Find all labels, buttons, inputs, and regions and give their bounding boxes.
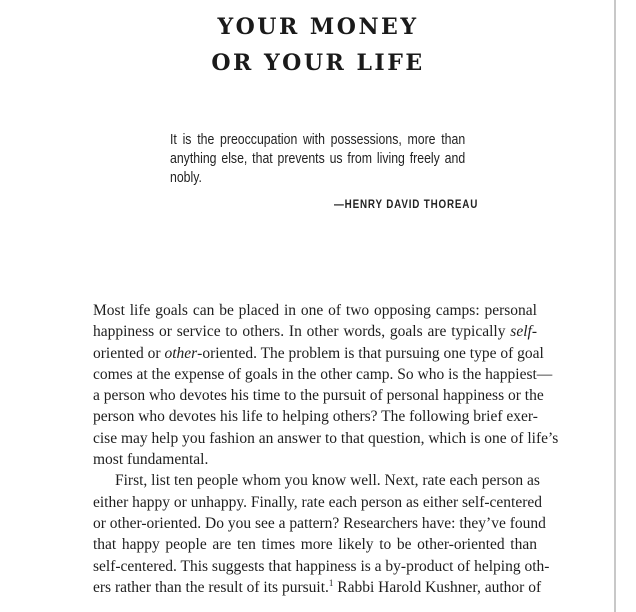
text-line: or other-oriented. Do you see a pattern? Researchers have: they’ve found xyxy=(93,514,546,532)
text-line: that happy people are ten times more likely to be other-oriented than xyxy=(93,536,537,554)
paragraph-1 xyxy=(93,300,559,470)
epigraph-line: It is the preoccupation with possessions, more than xyxy=(170,131,466,148)
text-segment: oriented or xyxy=(93,344,165,362)
footnote-marker[interactable]: 1 xyxy=(328,577,334,588)
attribution-text: —HENRY DAVID THOREAU xyxy=(334,197,479,211)
page-edge-divider xyxy=(614,0,616,612)
text-segment: happiness or service to others. In other words, goals are typically xyxy=(93,323,511,341)
epigraph-attribution xyxy=(334,196,479,212)
text-line: self-centered. This suggests that happiness is a by-product of helping oth- xyxy=(93,557,550,575)
text-line xyxy=(93,343,544,364)
epigraph-line: nobly. xyxy=(170,169,202,186)
text-line xyxy=(93,321,537,342)
text-line: either happy or unhappy. Finally, rate each person as either self-centered xyxy=(93,493,543,511)
body-text xyxy=(93,300,559,598)
text-segment: ers rather than the result of its pursuit. xyxy=(93,578,329,596)
epigraph-line: anything else, that prevents us from living freely and xyxy=(170,150,466,167)
text-segment: -oriented. The problem is that pursuing one type of goal xyxy=(197,344,544,362)
text-line: cise may help you fashion an answer to that question, which is one of life’s xyxy=(93,429,559,447)
text-line: a person who devotes his time to the pursuit of personal happiness or the xyxy=(93,387,544,405)
text-line: comes at the expense of goals in the other camp. So who is the happiest— xyxy=(93,365,553,383)
emphasis-self: self xyxy=(510,323,532,341)
text-segment: Rabbi Harold Kushner, author of xyxy=(333,578,542,596)
text-line: person who devotes his life to helping others? The following brief exer- xyxy=(93,408,538,426)
emphasis-other: other xyxy=(164,344,198,362)
chapter-title-line-2: OR YOUR LIFE xyxy=(211,50,425,76)
text-line: Most life goals can be placed in one of two opposing camps: personal xyxy=(93,302,537,319)
text-line: most fundamental. xyxy=(93,451,209,469)
paragraph-2 xyxy=(93,470,550,598)
epigraph-quote xyxy=(170,130,476,187)
text-segment: - xyxy=(531,323,537,341)
chapter-title-line-1: YOUR MONEY xyxy=(217,14,419,40)
text-line: First, list ten people whom you know well. Next, rate each person as xyxy=(115,472,540,490)
text-line xyxy=(93,577,542,598)
